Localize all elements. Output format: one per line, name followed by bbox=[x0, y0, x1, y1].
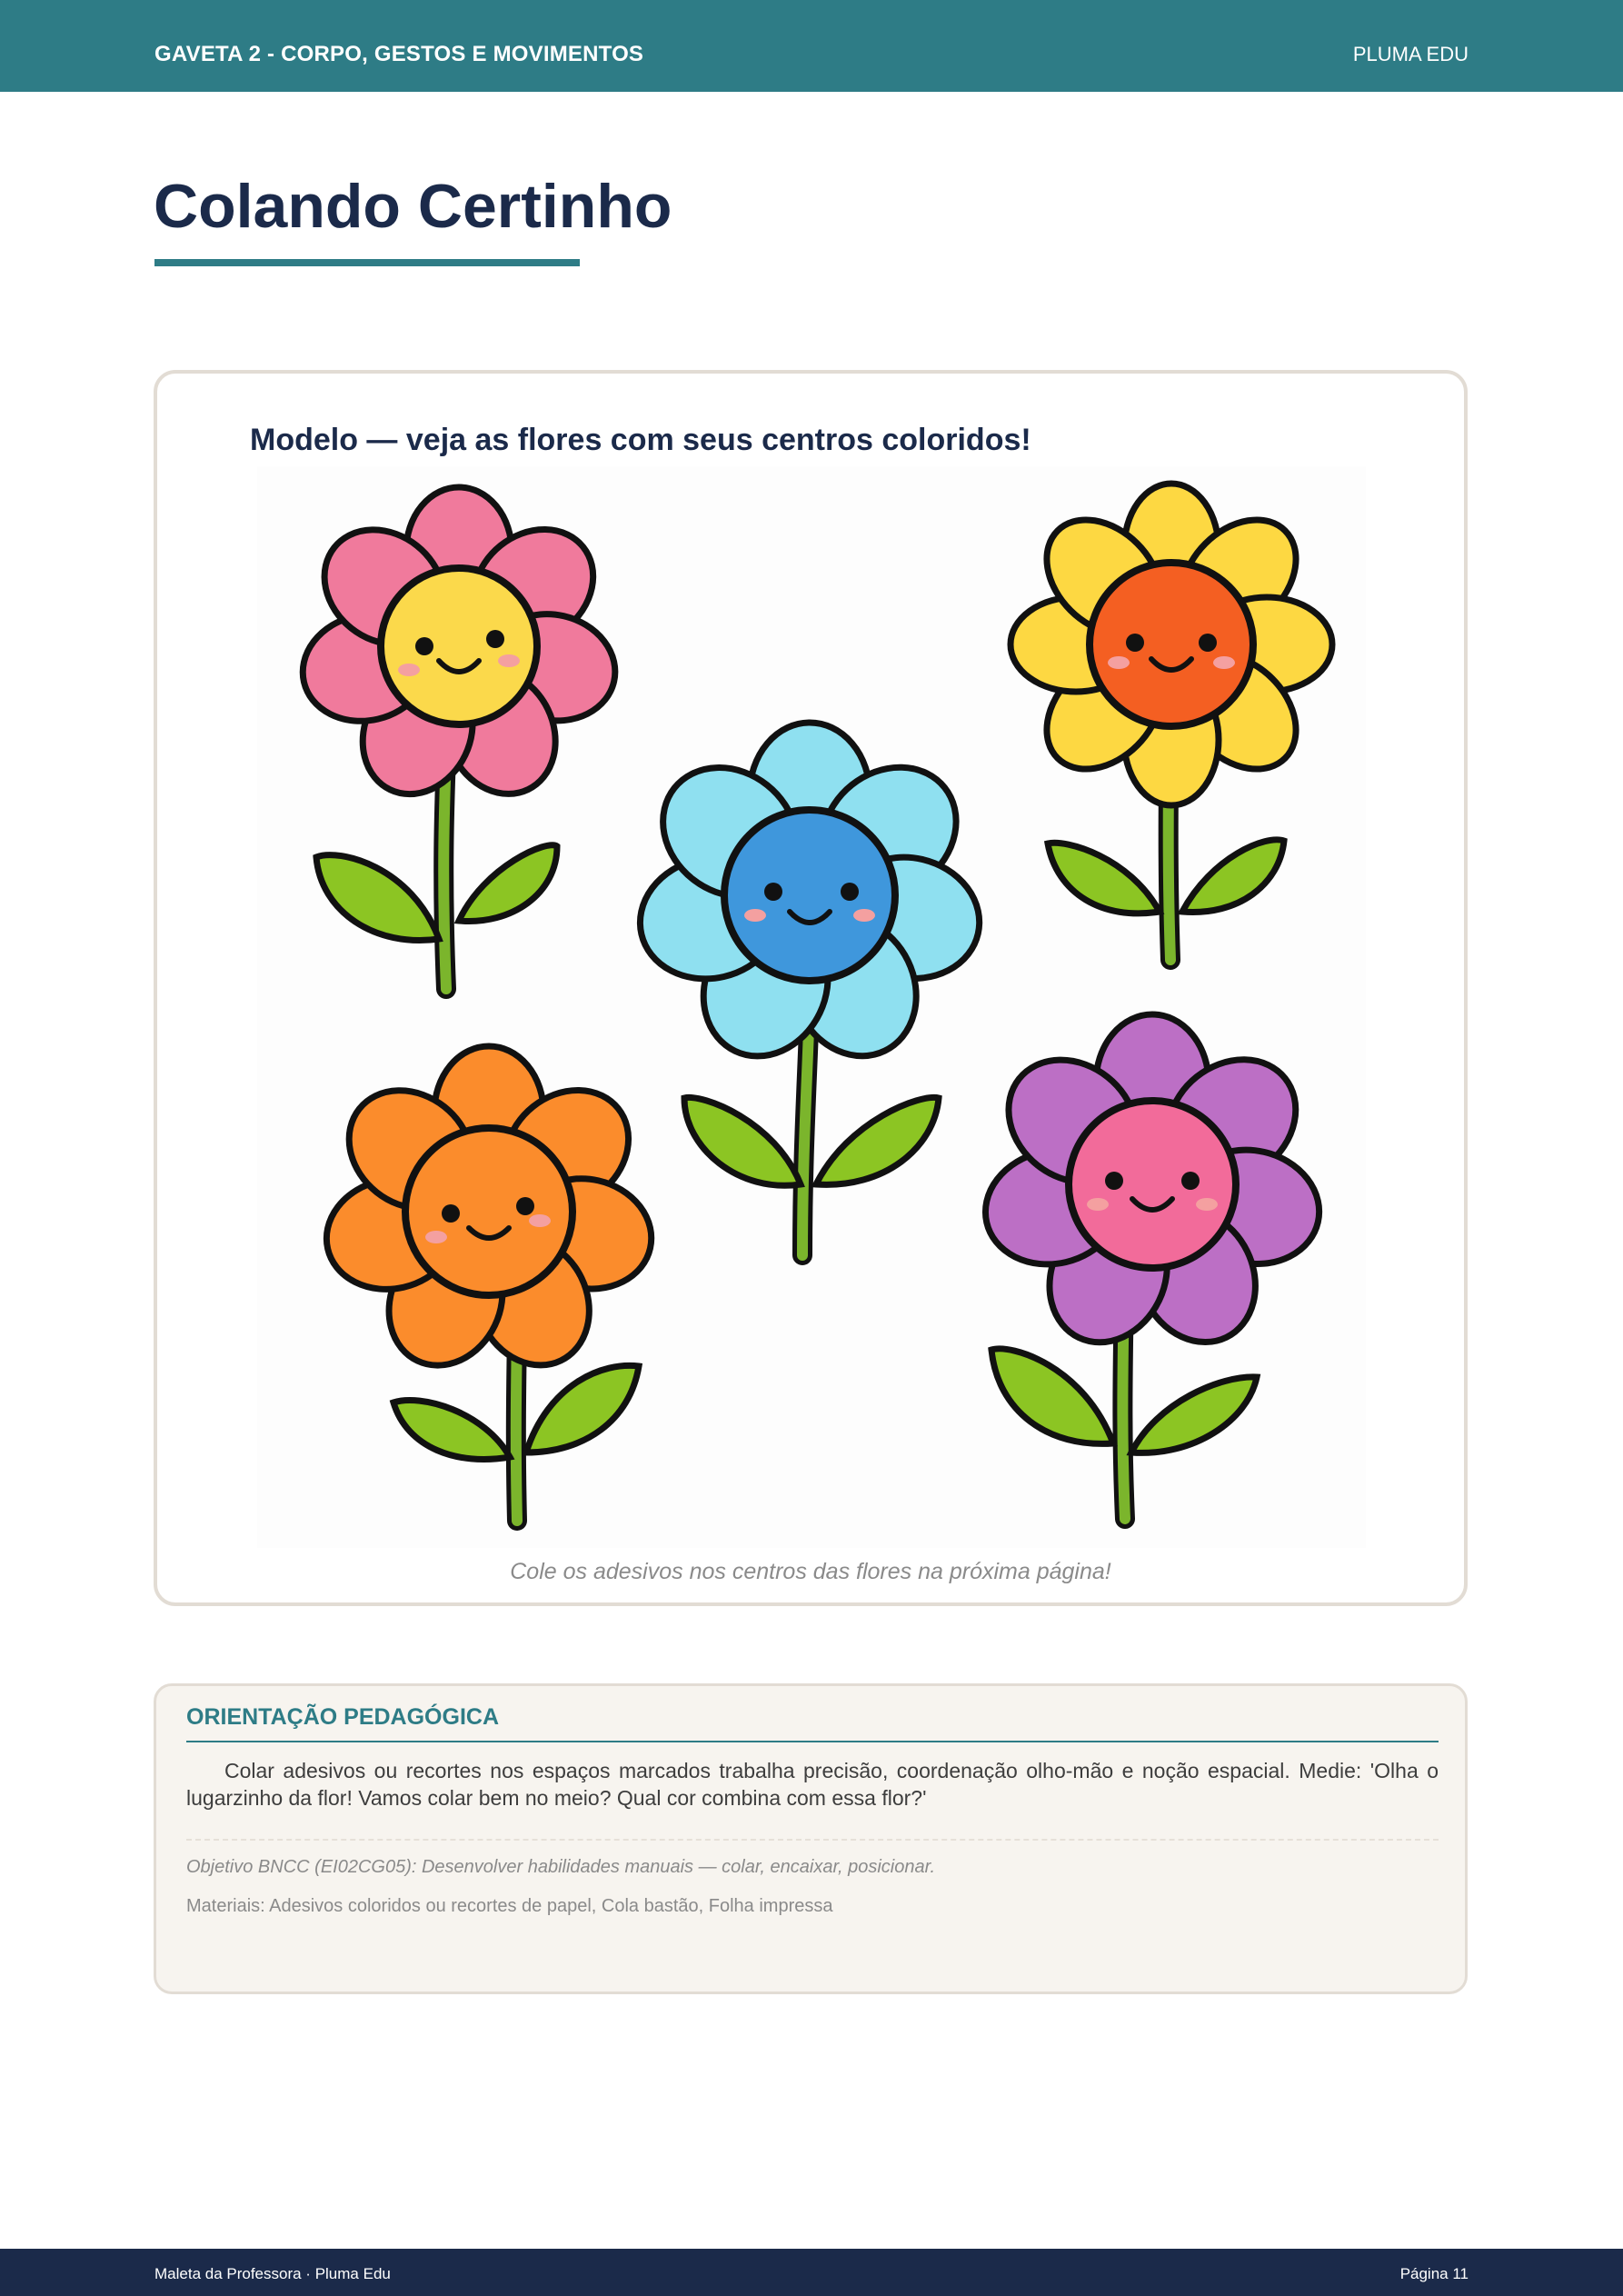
purple-flower bbox=[974, 1014, 1330, 1519]
leaf-icon bbox=[316, 855, 439, 941]
pedagogical-guidance-box bbox=[154, 1683, 1468, 1994]
orange-flower bbox=[315, 1046, 662, 1521]
leaf-icon bbox=[459, 845, 557, 922]
leaf-icon bbox=[1182, 840, 1284, 913]
leaf-icon bbox=[816, 1097, 939, 1184]
flowers-illustration bbox=[257, 466, 1366, 1548]
guidance-text: Colar adesivos ou recortes nos espaços marcados trabalha precisão, coordenação olho-mão e noção espacial. Medie: 'Olha o lugarzinho da flor! Vamos colar bem no meio? Qual cor combina com essa flor?' bbox=[186, 1759, 1439, 1810]
leaf-icon bbox=[1048, 843, 1160, 913]
section-label: GAVETA 2 - CORPO, GESTOS E MOVIMENTOS bbox=[154, 42, 644, 66]
brand-label: PLUMA EDU bbox=[1352, 43, 1469, 65]
model-caption: Cole os adesivos nos centros das flores na próxima página! bbox=[510, 1559, 1111, 1584]
leaf-icon bbox=[526, 1365, 639, 1452]
blue-flower bbox=[628, 723, 991, 1255]
model-heading: Modelo — veja as flores com seus centros coloridos! bbox=[250, 423, 1031, 457]
bncc-objective: Objetivo BNCC (EI02CG05): Desenvolver habilidades manuais — colar, encaixar, posicionar. bbox=[186, 1857, 936, 1877]
pink-flower bbox=[292, 487, 625, 989]
guidance-divider bbox=[186, 1741, 1439, 1742]
guidance-title: ORIENTAÇÃO PEDAGÓGICA bbox=[186, 1704, 499, 1730]
leaf-icon bbox=[393, 1401, 510, 1460]
leaf-icon bbox=[684, 1097, 801, 1185]
top-header-bar bbox=[0, 0, 1623, 92]
model-card bbox=[154, 370, 1468, 1606]
materials-list: Materiais: Adesivos coloridos ou recortes de papel, Cola bastão, Folha impressa bbox=[186, 1896, 833, 1916]
page-title: Colando Certinho bbox=[154, 172, 672, 241]
leaf-icon bbox=[991, 1349, 1113, 1444]
title-underline bbox=[154, 259, 580, 266]
leaf-icon bbox=[1131, 1377, 1257, 1453]
yellow-flower bbox=[1011, 484, 1332, 960]
page-number: Página 11 bbox=[1399, 2265, 1469, 2282]
footer-title: Maleta da Professora · Pluma Edu bbox=[154, 2265, 391, 2282]
footer-bar bbox=[0, 2249, 1623, 2296]
guidance-dashed-divider bbox=[186, 1839, 1439, 1841]
